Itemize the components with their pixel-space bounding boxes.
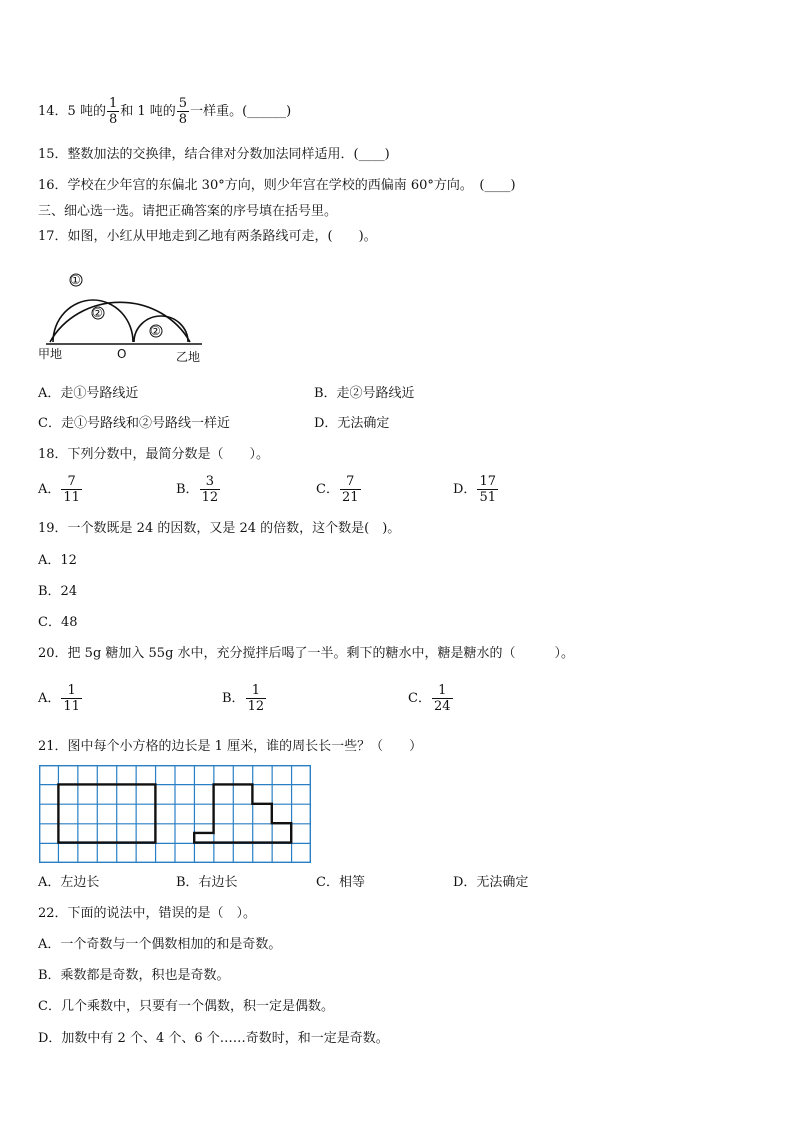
question-15: 15．整数加法的交换律，结合律对分数加法同样适用．(____) bbox=[38, 147, 390, 162]
route-1-arc bbox=[50, 302, 190, 342]
q18-option-b[interactable]: B． $\frac{3}{12}$ bbox=[176, 474, 219, 505]
q21-option-b[interactable]: B．右边长 bbox=[176, 875, 238, 890]
question-17: 17．如图，小红从甲地走到乙地有两条路线可走，( )。 bbox=[38, 229, 377, 244]
question-21: 21．图中每个小方格的边长是 1 厘米，谁的周长长一些？（ ） bbox=[38, 739, 423, 754]
q19-option-b[interactable]: B．24 bbox=[38, 584, 78, 599]
route-2-label-right: ② bbox=[150, 324, 161, 338]
question-18: 18．下列分数中，最简分数是（ ）。 bbox=[38, 447, 270, 462]
section-3-heading: 三、细心选一选。请把正确答案的序号填在括号里。 bbox=[38, 204, 338, 219]
q14-fraction-1: $\frac{1}{8}$ bbox=[108, 96, 118, 127]
q21-option-d[interactable]: D．无法确定 bbox=[453, 875, 529, 890]
q19-option-c[interactable]: C．48 bbox=[38, 615, 78, 630]
q17-option-d[interactable]: D．无法确定 bbox=[314, 416, 390, 431]
q22-option-b[interactable]: B．乘数都是奇数，积也是奇数。 bbox=[38, 968, 230, 983]
perimeter-grid-figure bbox=[39, 765, 311, 863]
question-22: 22．下面的说法中，错误的是（ ）。 bbox=[38, 906, 257, 921]
q17-option-c[interactable]: C．走①号路线和②号路线一样近 bbox=[38, 416, 230, 431]
q14-text-pre: 14．5 吨的 bbox=[38, 104, 106, 119]
q22-option-c[interactable]: C．几个乘数中，只要有一个偶数，积一定是偶数。 bbox=[38, 999, 334, 1014]
question-19: 19．一个数既是 24 的因数，又是 24 的倍数，这个数是( )。 bbox=[38, 521, 401, 536]
q21-option-a[interactable]: A．左边长 bbox=[38, 875, 100, 890]
q14-text-post: 一样重。(______) bbox=[190, 104, 292, 119]
q19-option-a[interactable]: A．12 bbox=[38, 553, 77, 568]
q18-option-d[interactable]: D． $\frac{17}{51}$ bbox=[453, 474, 496, 505]
route-2-label-left: ② bbox=[92, 306, 103, 320]
q17-option-b[interactable]: B．走②号路线近 bbox=[314, 386, 415, 401]
center-point-label: O bbox=[117, 347, 127, 361]
q21-option-c[interactable]: C．相等 bbox=[316, 875, 365, 890]
right-staircase-shape bbox=[194, 784, 291, 842]
question-14 bbox=[38, 96, 291, 127]
route-diagram bbox=[36, 262, 212, 368]
left-rectangle-shape bbox=[58, 784, 155, 842]
q22-option-a[interactable]: A．一个奇数与一个偶数相加的和是奇数。 bbox=[38, 937, 282, 952]
question-20: 20．把 5g 糖加入 55g 水中，充分搅拌后喝了一半。剩下的糖水中，糖是糖水的（ ）。 bbox=[38, 646, 575, 661]
q17-option-a[interactable]: A．走①号路线近 bbox=[38, 386, 139, 401]
end-point-label: 乙地 bbox=[176, 350, 201, 364]
start-point-label: 甲地 bbox=[38, 347, 63, 361]
q18-option-a[interactable]: A． $\frac{7}{11}$ bbox=[38, 474, 80, 505]
route-1-label: ① bbox=[70, 273, 81, 287]
question-16: 16．学校在少年宫的东偏北 30°方向，则少年宫在学校的西偏南 60°方向。 (____) bbox=[38, 178, 516, 193]
q18-option-c[interactable]: C． $\frac{7}{21}$ bbox=[316, 474, 359, 505]
q20-option-b[interactable]: B． $\frac{1}{12}$ bbox=[222, 683, 265, 714]
q20-option-c[interactable]: C． $\frac{1}{24}$ bbox=[408, 683, 451, 714]
q22-option-d[interactable]: D．加数中有 2 个、4 个、6 个……奇数时，和一定是奇数。 bbox=[38, 1031, 389, 1046]
q20-option-a[interactable]: A． $\frac{1}{11}$ bbox=[38, 683, 80, 714]
q14-text-mid: 和 1 吨的 bbox=[120, 104, 176, 119]
q14-fraction-2: $\frac{5}{8}$ bbox=[178, 96, 188, 127]
